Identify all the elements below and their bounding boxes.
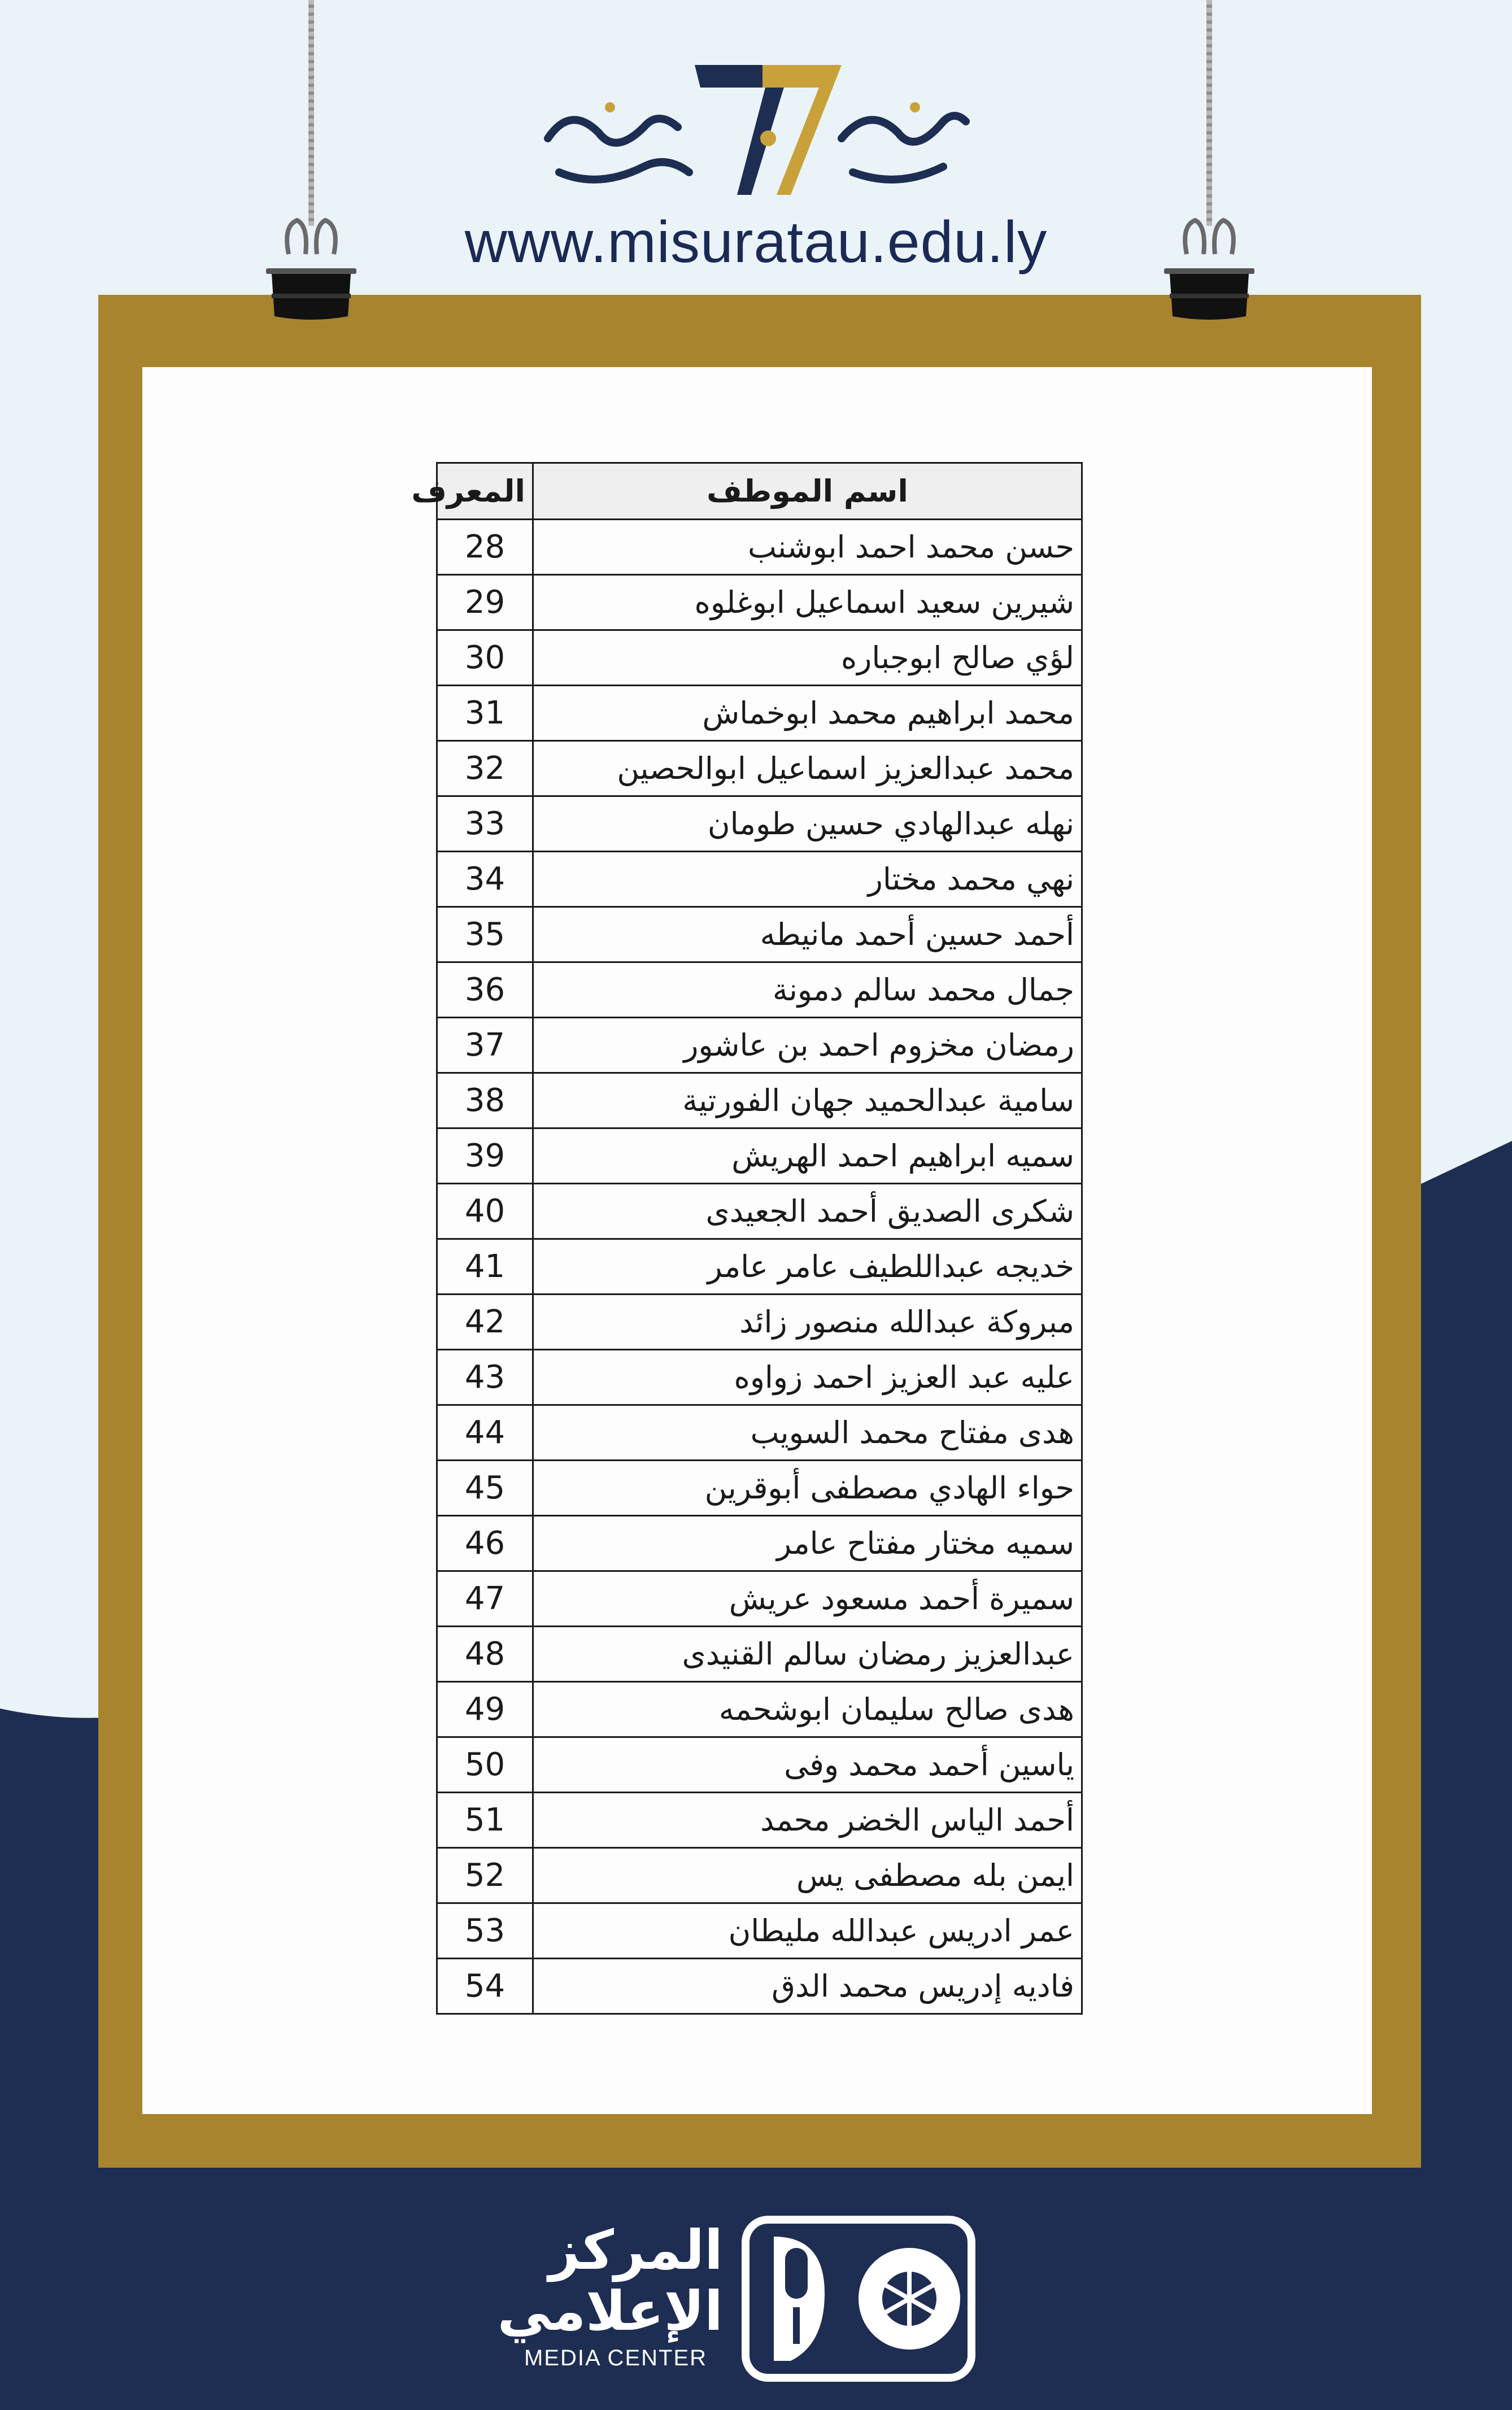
employee-name-cell: نهله عبدالهادي حسين طومان	[533, 796, 1082, 852]
employee-name-cell: محمد عبدالعزيز اسماعيل ابوالحصين	[533, 741, 1082, 796]
employee-id-cell: 53	[437, 1903, 533, 1959]
employee-name-cell: حواء الهادي مصطفى أبوقرين	[533, 1461, 1082, 1516]
employee-id-cell: 41	[437, 1239, 533, 1295]
employee-id-cell: 54	[437, 1959, 533, 2014]
employee-id-cell: 43	[437, 1350, 533, 1405]
employee-name-cell: نهي محمد مختار	[533, 852, 1082, 907]
table-row	[437, 1793, 1082, 1848]
employee-name-cell: ياسين أحمد محمد وفى	[533, 1737, 1082, 1793]
media-center-arabic-line2: الإعلامي	[497, 2280, 723, 2343]
column-header-name: اسم الموطف	[533, 463, 1082, 520]
employee-name-cell: أحمد حسين أحمد مانيطه	[533, 907, 1082, 962]
right-binder-clip	[1161, 215, 1257, 328]
university-website[interactable]: www.misuratau.edu.ly	[464, 210, 1048, 275]
table-row	[437, 796, 1082, 852]
employee-id-cell: 36	[437, 962, 533, 1018]
employee-name-cell: شكرى الصديق أحمد الجعيدى	[533, 1184, 1082, 1239]
employee-name-cell: مبروكة عبدالله منصور زائد	[533, 1295, 1082, 1350]
employee-id-cell: 37	[437, 1018, 533, 1073]
table-row	[437, 1018, 1082, 1073]
employee-id-cell: 38	[437, 1073, 533, 1128]
employee-id-cell: 40	[437, 1184, 533, 1239]
employee-name-cell: محمد ابراهيم محمد ابوخماش	[533, 686, 1082, 741]
employee-name-cell: جمال محمد سالم دمونة	[533, 962, 1082, 1018]
table-row	[437, 1848, 1082, 1903]
university-logo	[525, 54, 988, 206]
table-row	[437, 741, 1082, 796]
employee-name-cell: عمر ادريس عبدالله مليطان	[533, 1903, 1082, 1959]
left-hanging-wire	[308, 0, 314, 226]
table-row	[437, 1959, 1082, 2014]
table-row	[437, 1903, 1082, 1959]
employee-name-cell: أحمد الياس الخضر محمد	[533, 1793, 1082, 1848]
employee-name-cell: ايمن بله مصطفى يس	[533, 1848, 1082, 1903]
table-row	[437, 1737, 1082, 1793]
employee-name-cell: حسن محمد احمد ابوشنب	[533, 520, 1082, 575]
employee-name-cell: هدى مفتاح محمد السويب	[533, 1405, 1082, 1461]
employee-id-cell: 33	[437, 796, 533, 852]
employee-id-cell: 32	[437, 741, 533, 796]
employee-id-cell: 51	[437, 1793, 533, 1848]
employee-id-cell: 42	[437, 1295, 533, 1350]
employee-name-cell: هدى صالح سليمان ابوشحمه	[533, 1682, 1082, 1737]
employee-name-cell: خديجه عبداللطيف عامر عامر	[533, 1239, 1082, 1295]
table-header-row	[437, 463, 1082, 520]
employee-name-cell: سميرة أحمد مسعود عريش	[533, 1571, 1082, 1627]
media-center-english: MEDIA CENTER	[524, 2346, 708, 2370]
employee-id-cell: 39	[437, 1128, 533, 1184]
right-hanging-wire	[1206, 0, 1212, 226]
paper-sheet	[142, 367, 1372, 2114]
table-row	[437, 907, 1082, 962]
employee-name-cell: رمضان مخزوم احمد بن عاشور	[533, 1018, 1082, 1073]
employee-id-cell: 30	[437, 630, 533, 686]
employee-name-cell: سميه مختار مفتاح عامر	[533, 1516, 1082, 1571]
table-row	[437, 1461, 1082, 1516]
media-center-arabic	[497, 2219, 723, 2343]
staff-table	[411, 462, 1083, 2015]
table-row	[437, 1516, 1082, 1571]
left-binder-clip	[263, 215, 359, 328]
employee-name-cell: سميه ابراهيم احمد الهريش	[533, 1128, 1082, 1184]
employee-id-cell: 47	[437, 1571, 533, 1627]
employee-id-cell: 49	[437, 1682, 533, 1737]
table-row	[437, 1627, 1082, 1682]
table-row	[437, 1295, 1082, 1350]
employee-id-cell: 45	[437, 1461, 533, 1516]
media-center-arabic-line1: المركز	[548, 2219, 723, 2282]
employee-id-cell: 31	[437, 686, 533, 741]
gold-frame	[98, 295, 1421, 2168]
table-row	[437, 686, 1082, 741]
employee-name-cell: سامية عبدالحميد جهان الفورتية	[533, 1073, 1082, 1128]
table-row	[437, 852, 1082, 907]
employee-id-cell: 48	[437, 1627, 533, 1682]
employee-id-cell: 44	[437, 1405, 533, 1461]
employee-name-cell: عبدالعزيز رمضان سالم القنيدى	[533, 1627, 1082, 1682]
table-row	[437, 1571, 1082, 1627]
table-row	[437, 1682, 1082, 1737]
column-header-id: المعرف	[437, 463, 533, 520]
table-row	[437, 1405, 1082, 1461]
media-center-logo	[497, 2214, 1000, 2383]
employee-name-cell: لؤي صالح ابوجباره	[533, 630, 1082, 686]
table-row	[437, 1239, 1082, 1295]
employee-id-cell: 52	[437, 1848, 533, 1903]
table-row	[437, 630, 1082, 686]
microphone-camera-icon	[740, 2214, 977, 2383]
employee-id-cell: 34	[437, 852, 533, 907]
employee-id-cell: 46	[437, 1516, 533, 1571]
employee-name-cell: شيرين سعيد اسماعيل ابوغلوه	[533, 575, 1082, 630]
employee-name-cell: فاديه إدريس محمد الدق	[533, 1959, 1082, 2014]
employee-name-cell: عليه عبد العزيز احمد زواوه	[533, 1350, 1082, 1405]
employee-id-cell: 35	[437, 907, 533, 962]
table-row	[437, 575, 1082, 630]
table-row	[437, 520, 1082, 575]
table-row	[437, 1184, 1082, 1239]
table-row	[437, 1128, 1082, 1184]
table-row	[437, 962, 1082, 1018]
employee-id-cell: 29	[437, 575, 533, 630]
employee-id-cell: 50	[437, 1737, 533, 1793]
employee-id-cell: 28	[437, 520, 533, 575]
table-row	[437, 1073, 1082, 1128]
table-row	[437, 1350, 1082, 1405]
